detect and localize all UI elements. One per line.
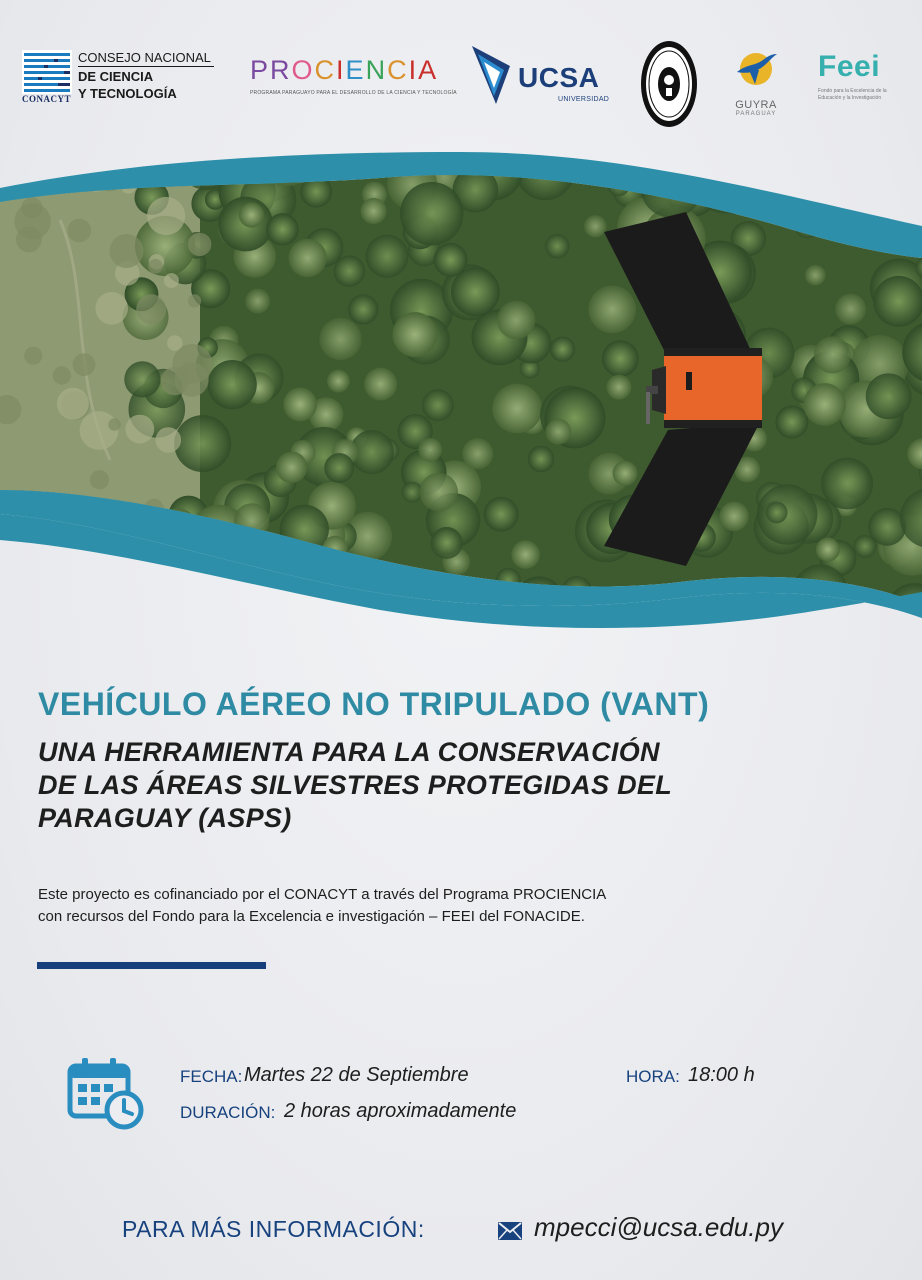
contact-email-link[interactable]: mpecci@ucsa.edu.py: [534, 1212, 783, 1242]
prociencia-letter: R: [270, 55, 292, 85]
feei-tagline: Fondo para la Excelencia de la Educación y la Investigación: [818, 88, 887, 101]
ucsa-subtitle: UNIVERSIDAD: [558, 96, 610, 103]
prociencia-letter: I: [408, 55, 419, 85]
sponsor-logo-bar: [0, 30, 922, 140]
section-divider: [37, 962, 266, 969]
conacyt-acronym: CONACYT: [22, 94, 72, 104]
date-label: FECHA:: [180, 1067, 243, 1086]
ucsa-wing-icon: [470, 44, 520, 114]
prociencia-letter: N: [365, 55, 388, 85]
seal-emblem-icon: [640, 40, 698, 128]
date-value: Martes 22 de Septiembre: [244, 1064, 469, 1086]
duration-value: 2 horas aproximadamente: [284, 1100, 517, 1122]
calendar-clock-icon: [66, 1056, 146, 1130]
duration-label: DURACIÓN:: [180, 1103, 276, 1122]
guyra-logo: [728, 46, 784, 126]
bird-icon: [733, 46, 779, 92]
feei-wordmark: Feei: [818, 50, 881, 83]
guyra-country: PARAGUAY: [735, 111, 777, 117]
funding-statement: [38, 884, 738, 928]
guyra-wordmark: GUYRA: [735, 99, 777, 111]
prociencia-letter: P: [250, 55, 271, 85]
prociencia-letter: O: [291, 55, 315, 85]
prociencia-wordmark: [250, 55, 450, 86]
more-info-label: PARA MÁS INFORMACIÓN:: [122, 1216, 425, 1242]
subtitle-line: DE LAS ÁREAS SILVESTRES PROTEGIDAS DEL: [38, 770, 672, 800]
conacyt-logo: [22, 48, 222, 108]
time-label: HORA:: [626, 1067, 680, 1086]
ucsa-logo: [470, 44, 610, 114]
prociencia-letter: E: [345, 55, 366, 85]
university-seal-logo: [640, 40, 698, 128]
hero-aerial-image: [0, 130, 922, 650]
envelope-icon: [498, 1222, 522, 1240]
conacyt-emblem-icon: [22, 50, 72, 94]
prociencia-letter: C: [387, 55, 409, 85]
prociencia-letter: A: [418, 55, 439, 85]
subtitle-line: PARAGUAY (ASPS): [38, 803, 292, 833]
conacyt-rule: [78, 66, 214, 67]
funding-line: con recursos del Fondo para la Excelencia e investigación – FEEI del FONACIDE.: [38, 908, 585, 925]
event-subtitle: [38, 736, 798, 835]
prociencia-tagline: PROGRAMA PARAGUAYO PARA EL DESARROLLO DE LA CIENCIA Y TECNOLOGÍA: [250, 90, 457, 96]
ucsa-wordmark: UCSA: [518, 62, 600, 93]
prociencia-logo: [250, 55, 457, 115]
conacyt-line-2: DE CIENCIA: [78, 69, 154, 84]
conacyt-line-1: CONSEJO NACIONAL: [78, 50, 211, 65]
feei-logo: [818, 50, 898, 120]
funding-line: Este proyecto es cofinanciado por el CONACYT a través del Programa PROCIENCIA: [38, 886, 607, 903]
prociencia-letter: C: [314, 55, 337, 85]
time-value: 18:00 h: [688, 1064, 755, 1086]
conacyt-line-3: Y TECNOLOGÍA: [78, 86, 177, 101]
prociencia-letter: I: [336, 55, 346, 85]
subtitle-line: UNA HERRAMIENTA PARA LA CONSERVACIÓN: [38, 737, 660, 767]
event-title: VEHÍCULO AÉREO NO TRIPULADO (VANT): [38, 686, 710, 722]
